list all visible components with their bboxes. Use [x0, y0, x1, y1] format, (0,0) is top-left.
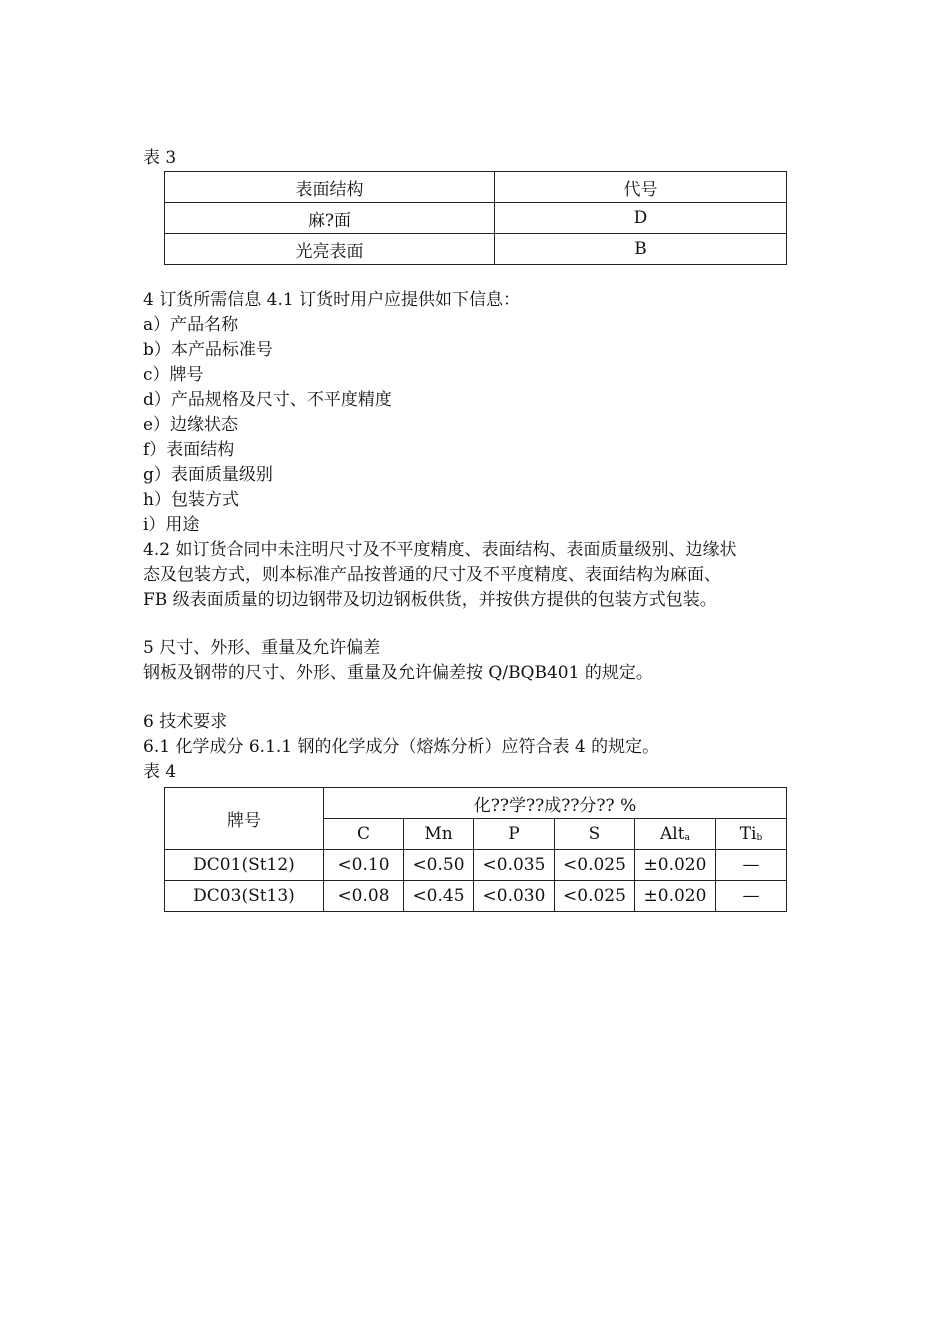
list-item: g）表面质量级别 — [143, 465, 273, 485]
table-row — [165, 234, 787, 265]
list-item: e）边缘状态 — [143, 415, 239, 435]
table-cell: <0.08 — [324, 881, 404, 912]
list-item: h）包装方式 — [143, 490, 239, 510]
table-cell: 麻?面 — [165, 203, 495, 234]
paragraph-line: 4.2 如订货合同中未注明尺寸及不平度精度、表面结构、表面质量级别、边缘状 — [143, 540, 737, 560]
element-header-cell — [635, 819, 716, 850]
section5-text: 钢板及钢带的尺寸、外形、重量及允许偏差按 Q/BQB401 的规定。 — [143, 663, 653, 683]
table-cell: <0.025 — [555, 850, 635, 881]
composition-header-cell: 化??学??成??分?? % — [324, 788, 787, 819]
element-symbol: Ti — [739, 824, 757, 844]
list-item: a）产品名称 — [143, 315, 239, 335]
table-row — [165, 850, 787, 881]
table-cell: <0.45 — [404, 881, 474, 912]
table-cell: DC03(St13) — [165, 881, 324, 912]
table-cell: <0.035 — [474, 850, 555, 881]
element-symbol: P — [508, 824, 520, 844]
paragraph-line: FB 级表面质量的切边钢带及切边钢板供货，并按供方提供的包装方式包装。 — [143, 590, 717, 610]
table-header-cell: 表面结构 — [165, 172, 495, 203]
element-header-cell — [555, 819, 635, 850]
table-header-row — [165, 172, 787, 203]
table-cell: <0.50 — [404, 850, 474, 881]
table-cell: ±0.020 — [635, 881, 716, 912]
table-header-row — [165, 788, 787, 819]
element-header-cell — [404, 819, 474, 850]
table-cell: — — [716, 850, 787, 881]
element-symbol: Mn — [424, 824, 453, 844]
element-header-cell — [324, 819, 404, 850]
element-footnote: b — [756, 833, 763, 843]
list-item: i）用途 — [143, 515, 200, 535]
table-cell: 光亮表面 — [165, 234, 495, 265]
table-cell: <0.10 — [324, 850, 404, 881]
element-symbol: C — [356, 824, 370, 844]
table-row — [165, 881, 787, 912]
section4-heading: 4 订货所需信息 4.1 订货时用户应提供如下信息： — [143, 290, 521, 310]
element-header-cell — [474, 819, 555, 850]
paragraph-line: 态及包装方式，则本标准产品按普通的尺寸及不平度精度、表面结构为麻面、 — [143, 565, 721, 585]
section5-heading: 5 尺寸、外形、重量及允许偏差 — [143, 638, 381, 658]
table-cell: DC01(St12) — [165, 850, 324, 881]
table4-caption: 表 4 — [143, 762, 177, 782]
table3 — [164, 171, 787, 265]
table-cell: ±0.020 — [635, 850, 716, 881]
table-header-cell: 代号 — [495, 172, 787, 203]
table-cell: B — [495, 234, 787, 265]
list-item: c）牌号 — [143, 365, 204, 385]
table-cell: D — [495, 203, 787, 234]
section6-text: 6.1 化学成分 6.1.1 钢的化学成分（熔炼分析）应符合表 4 的规定。 — [143, 737, 660, 757]
table-row — [165, 203, 787, 234]
grade-header-cell: 牌号 — [165, 788, 324, 850]
element-header-cell — [716, 819, 787, 850]
table4 — [164, 787, 787, 912]
element-footnote: a — [684, 833, 690, 843]
list-item: b）本产品标准号 — [143, 340, 273, 360]
element-symbol: S — [588, 824, 601, 844]
list-item: f）表面结构 — [143, 440, 235, 460]
table-cell: — — [716, 881, 787, 912]
section6-heading: 6 技术要求 — [143, 712, 228, 732]
element-symbol: Alt — [660, 824, 685, 844]
table-cell: <0.025 — [555, 881, 635, 912]
table-cell: <0.030 — [474, 881, 555, 912]
list-item: d）产品规格及尺寸、不平度精度 — [143, 390, 392, 410]
table3-caption: 表 3 — [143, 148, 177, 168]
